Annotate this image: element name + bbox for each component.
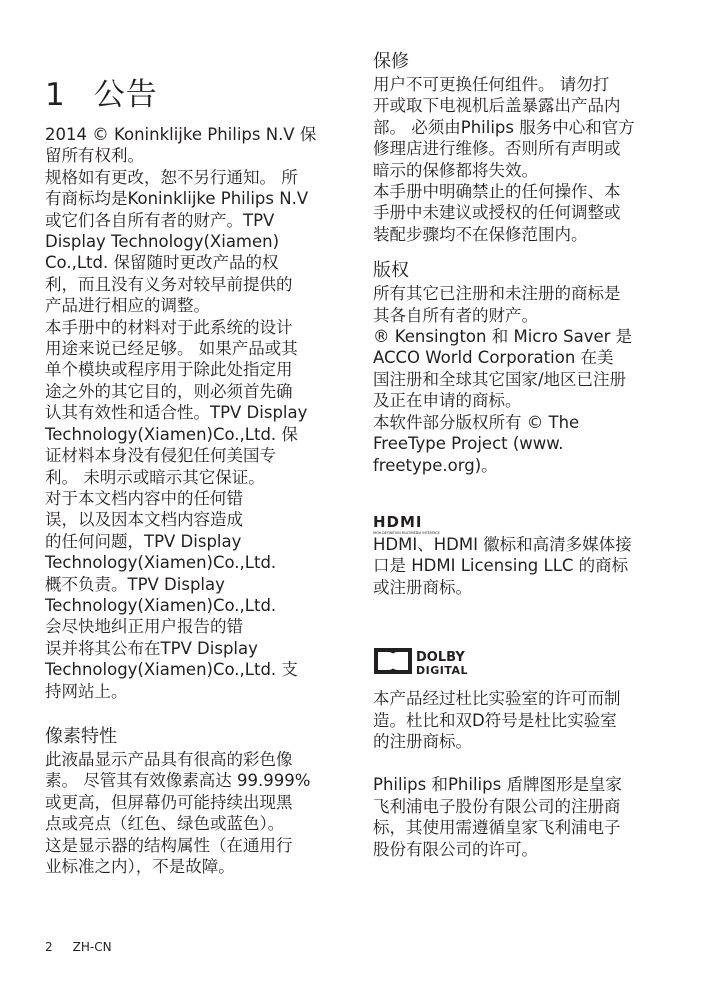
pixel-heading: 像素特性 [45, 725, 117, 747]
warranty-text: 用户不可更换任何组件。 请勿打 开或取下电视机后盖暴露出产品内 部。 必须由Philips 服务中心和官方 修理店进行维修。否则所有声明或 暗示的保修都将失效。 本手册中明确禁止的任何操作、本 手册中未建议或授权的任何调整或 装配步骤均不在保修范围内。 [373, 75, 635, 244]
left-column [45, 124, 332, 877]
right-column [373, 50, 663, 860]
warranty-heading: 保修 [373, 51, 409, 72]
pixel-text: 此液晶显示产品具有很高的彩色像 素。 尽管其有效像素高达 99.999% 或更高，但屏幕仍可能持续出现黑 点或亮点（红色、绿色或蓝色）。 这是显示器的结构属性（在通用行 业标准之内），不是故障。 [45, 749, 311, 876]
copyright-heading: 版权 [373, 260, 409, 282]
hdmi-text: HDMI、HDMI 徽标和高清多媒体接 口是 HDMI Licensing LLC 的商标 或注册商标。 [373, 534, 632, 597]
copyright-notice: 2014 © Koninklijke Philips N.V 保 留所有权利。 规格如有更改，恕不另行通知。 所 有商标均是Koninklijke Philips N.V 或它们各自所有者的财产。TPV Display Technology(Xiamen) Co.,Ltd. 保留随时更改产品的权 利，而且没有义务对较早前提供的 产品进行相应的调整。 本手册中的材料对于此系统的设计 用途来说已经足够。 如果产品或其 单个模块或程序用于除此处指定用 途之外的其它目的，则必须首先确 认其有效性和适合性。TPV Display Technology(Xiamen)Co.,Ltd. 保 证材料本身没有侵犯任何美国专 利。 未明示或暗示其它保证。 对于本文档内容中的任何错 误，以及因本文档内容造成 的任何问题，TPV Display Technology(Xiamen)Co.,Ltd. 概不负责。TPV Display Technology(Xiamen)Co.,Ltd. 会尽快地纠正用户报告的错 误并将其公布在TPV Display Technology(Xiamen)Co.,Ltd. 支 持网站上。 [45, 125, 317, 701]
hdmi-logo-subtext: HIGH-DEFINITION MULTIMEDIA INTERFACE [373, 531, 440, 535]
dolby-logo-text: DOLBY [416, 650, 465, 665]
chapter-title: 公告 [93, 76, 158, 113]
chapter-number: 1 [45, 76, 66, 113]
hdmi-logo [373, 513, 461, 535]
page-number: 2 [45, 940, 53, 954]
philips-text: Philips 和Philips 盾牌图形是皇家 飞利浦电子股份有限公司的注册商 标，其使用需遵循皇家飞利浦电子 股份有限公司的许可。 [373, 775, 622, 859]
dolby-logo [374, 646, 488, 676]
hdmi-logo-text: HDMI [373, 513, 423, 531]
language-code: ZH-CN [72, 940, 112, 954]
copyright-text: 所有其它已注册和未注册的商标是 其各自所有者的财产。 ® Kensington 和 Micro Saver 是 ACCO World Corporation 在美 国注册和全球其它国家/地区已注册 及正在申请的商标。 本软件部分版权所有 © The FreeType Project (www. freetype.org)。 [373, 284, 633, 475]
dolby-text: 本产品经过杜比实验室的许可而制 造。杜比和双D符号是杜比实验室 的注册商标。 [373, 689, 621, 751]
page-footer [45, 940, 132, 954]
page-title [45, 69, 158, 114]
dolby-logo-subtext: DIGITAL [416, 664, 469, 676]
